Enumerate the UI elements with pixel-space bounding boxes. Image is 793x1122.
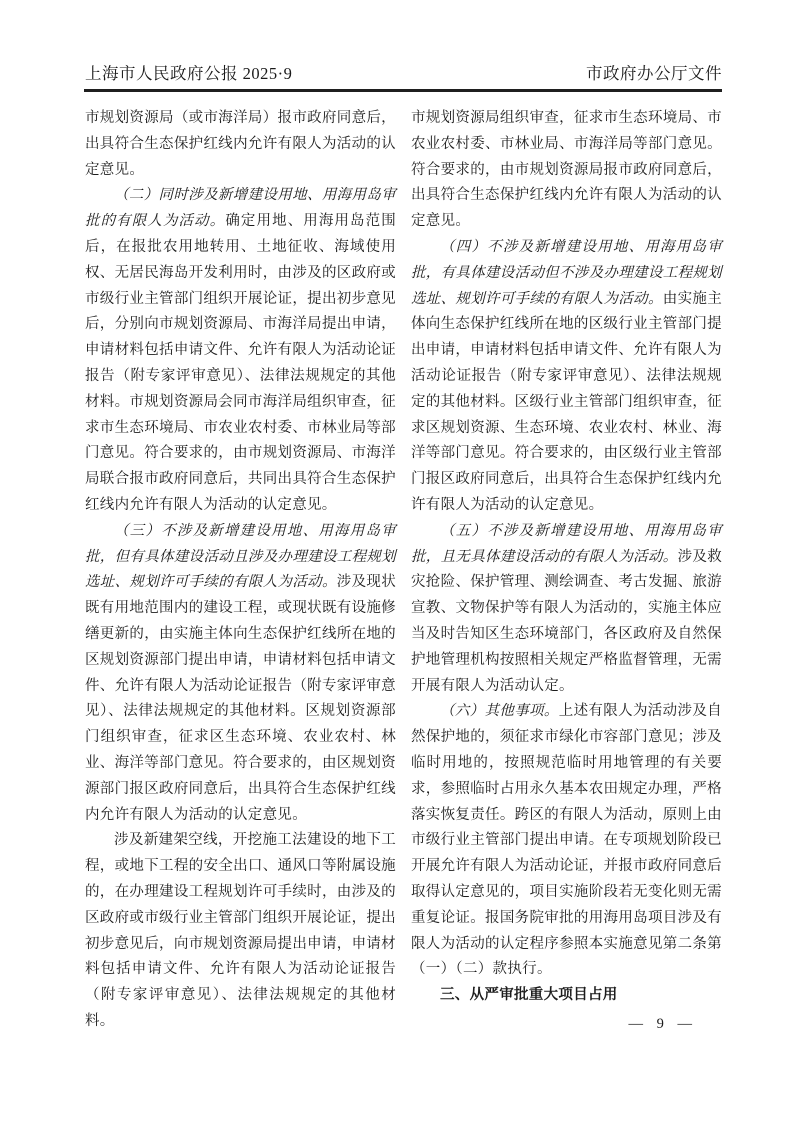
paragraph-text: 涉及新建架空线，开挖施工法建设的地下工程，或地下工程的安全出口、通风口等附属设施的，在办理建设工程规划许可手续时，由涉及的区政府或市级行业主管部门组织开展论证，提出初步意见后，向市规划资源局提出申请，申请材料包括申请文件、允许有限人为活动论证报告（附专家评审意见）、法律法规规定的其他材料。 (85, 832, 396, 1029)
paragraph-lead: （二）同时涉及新增建设用地、用海用岛审批的有限人为活动。 (85, 187, 396, 230)
left-column (85, 106, 396, 1035)
paragraph-lead: （三）不涉及新增建设用地、用海用岛审批，但有具体建设活动且涉及办理建设工程规划选址、规划许可手续的有限人为活动。 (85, 522, 396, 591)
page-footer (629, 1016, 698, 1033)
paragraph-item-4 (411, 235, 722, 519)
paragraph-lead: （四）不涉及新增建设用地、用海用岛审批，有具体建设活动但不涉及办理建设工程规划选址、规划许可手续的有限人为活动。 (411, 238, 722, 307)
paragraph-text: 由实施主体向生态保护红线所在地的区级行业主管部门提出申请，申请材料包括申请文件、允许有限人为活动论证报告（附专家评审意见）、法律法规规定的其他材料。区级行业主管部门组织审查，征求区规划资源、生态环境、农业农村、林业、海洋等部门意见。符合要求的，由区级行业主管部门报区政府同意后，出具符合生态保护红线内允许有限人为活动的认定意见。 (411, 290, 722, 513)
header-divider (84, 89, 722, 92)
page-number: — 9 — (628, 1016, 697, 1032)
paragraph-item-6 (411, 699, 722, 983)
paragraph-lead: （五）不涉及新增建设用地、用海用岛审批，且无具体建设活动的有限人为活动。 (411, 522, 722, 565)
page-header (85, 60, 722, 84)
paragraph-continued (411, 106, 722, 235)
paragraph-item-2 (85, 183, 396, 518)
section-label: 市政府办公厅文件 (586, 64, 722, 83)
paragraph-text: 确定用地、用海用岛范围后，在报批农用地转用、土地征收、海域使用权、无居民海岛开发利用时，由涉及的区政府或市级行业主管部门组织开展论证，提出初步意见后，分别向市规划资源局、市海洋局提出申请，申请材料包括申请文件、允许有限人为活动论证报告（附专家评审意见）、法律法规规定的其他材料。市规划资源局会同市海洋局组织审查，征求市生态环境局、市农业农村委、市林业局等部门意见。符合要求的，由市规划资源局、市海洋局联合报市政府同意后，共同出具符合生态保护红线内允许有限人为活动的认定意见。 (85, 213, 396, 513)
paragraph-text: 涉及现状既有用地范围内的建设工程，或现状既有设施修缮更新的，由实施主体向生态保护红线所在地的区规划资源部门提出申请，申请材料包括申请文件、允许有限人为活动论证报告（附专家评审意见）、法律法规规定的其他材料。区规划资源部门组织审查，征求区生态环境、农业农村、林业、海洋等部门意见。符合要求的，由区规划资源部门报区政府同意后，出具符合生态保护红线内允许有限人为活动的认定意见。 (85, 574, 396, 823)
section-heading: 三、从严审批重大项目占用 (440, 987, 618, 1004)
paragraph-continued (85, 106, 396, 183)
paragraph-lead: （六）其他事项。 (440, 703, 559, 720)
paragraph-text: 涉及救灾抢险、保护管理、测绘调查、考古发掘、旅游宣教、文物保护等有限人为活动的，实施主体应当及时告知区生态环境部门，各区政府及自然保护地管理机构按照相关规定严格监督管理，无需开展有限人为活动认定。 (411, 548, 722, 694)
gazette-title: 上海市人民政府公报 2025·9 (85, 64, 293, 83)
paragraph-item-5 (411, 519, 722, 700)
paragraph-text: 市规划资源局（或市海洋局）报市政府同意后，出具符合生态保护红线内允许有限人为活动的认定意见。 (85, 110, 396, 178)
paragraph-text: 市规划资源局组织审查，征求市生态环境局、市农业农村委、市林业局、市海洋局等部门意见。符合要求的，由市规划资源局报市政府同意后，出具符合生态保护红线内允许有限人为活动的认定意见。 (411, 110, 722, 230)
paragraph (85, 828, 396, 1034)
paragraph-item-3 (85, 519, 396, 829)
right-column (411, 106, 722, 1035)
paragraph-text: 上述有限人为活动涉及自然保护地的，须征求市绿化市容部门意见；涉及临时用地的，按照规范临时用地管理的有关要求，参照临时占用永久基本农田规定办理，严格落实恢复责任。跨区的有限人为活动，原则上由市级行业主管部门提出申请。在专项规划阶段已开展允许有限人为活动论证，并报市政府同意后取得认定意见的，项目实施阶段若无变化则无需重复论证。报国务院审批的用海用岛项目涉及有限人为活动的认定程序参照本实施意见第二条第（一）（二）款执行。 (411, 703, 722, 978)
document-body (85, 106, 722, 1035)
